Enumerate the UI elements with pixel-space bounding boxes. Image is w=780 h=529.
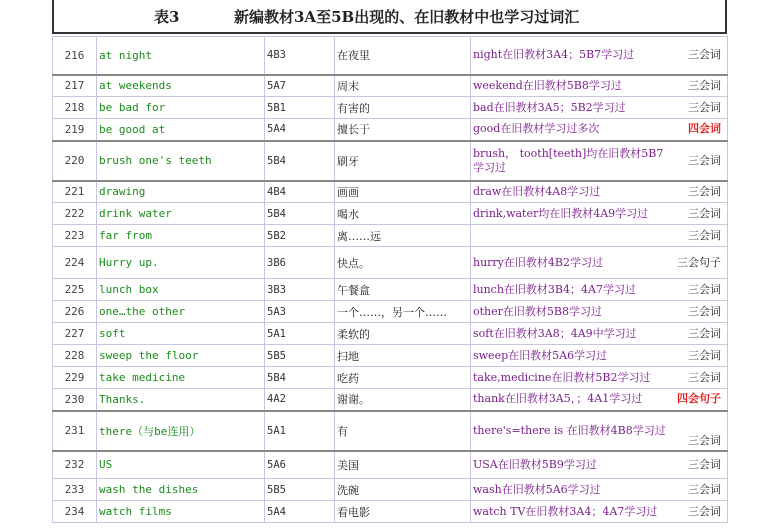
english-phrase: watch films — [97, 501, 265, 523]
requirement-level: 三会词 — [688, 433, 721, 447]
unit-code: 5B4 — [265, 203, 335, 225]
note-text: good在旧教材学习过多次 — [473, 122, 600, 136]
old-textbook-note — [471, 225, 728, 247]
chinese-meaning: 有 — [335, 411, 471, 451]
english-phrase: at weekends — [97, 75, 265, 97]
unit-code: 5A1 — [265, 411, 335, 451]
old-textbook-note — [471, 479, 728, 501]
vocabulary-table — [52, 36, 728, 523]
unit-code: 5B4 — [265, 141, 335, 181]
old-textbook-note — [471, 119, 728, 141]
old-textbook-note — [471, 141, 728, 181]
note-text: thank在旧教材3A5，；4A1学习过 — [473, 392, 643, 406]
table-row — [53, 301, 728, 323]
note-text: draw在旧教材4A8学习过 — [473, 184, 601, 198]
table-row — [53, 323, 728, 345]
unit-code: 5B1 — [265, 97, 335, 119]
requirement-level: 四会词 — [688, 122, 721, 136]
old-textbook-note — [471, 411, 728, 451]
english-phrase: US — [97, 451, 265, 479]
chinese-meaning: 在夜里 — [335, 37, 471, 75]
requirement-level: 三会词 — [688, 228, 721, 242]
requirement-level: 三会句子 — [677, 255, 721, 269]
unit-code: 5A6 — [265, 451, 335, 479]
table-row — [53, 279, 728, 301]
table-row — [53, 367, 728, 389]
table-row — [53, 75, 728, 97]
row-number: 221 — [53, 181, 97, 203]
row-number: 220 — [53, 141, 97, 181]
row-number: 222 — [53, 203, 97, 225]
english-phrase: there（与be连用） — [97, 411, 265, 451]
chinese-meaning: 柔软的 — [335, 323, 471, 345]
english-phrase: at night — [97, 37, 265, 75]
english-phrase: Hurry up. — [97, 247, 265, 279]
old-textbook-note — [471, 323, 728, 345]
chinese-meaning: 画画 — [335, 181, 471, 203]
row-number: 227 — [53, 323, 97, 345]
table-row — [53, 203, 728, 225]
requirement-level: 三会词 — [688, 457, 721, 471]
chinese-meaning: 喝水 — [335, 203, 471, 225]
chinese-meaning: 美国 — [335, 451, 471, 479]
unit-code: 5A3 — [265, 301, 335, 323]
chinese-meaning: 吃药 — [335, 367, 471, 389]
table-label: 表3 — [154, 8, 180, 26]
requirement-level: 三会词 — [688, 504, 721, 518]
table-row — [53, 37, 728, 75]
note-text: take,medicine在旧教材5B2学习过 — [473, 370, 651, 384]
chinese-meaning: 有害的 — [335, 97, 471, 119]
row-number: 216 — [53, 37, 97, 75]
row-number: 218 — [53, 97, 97, 119]
english-phrase: drink water — [97, 203, 265, 225]
row-number: 225 — [53, 279, 97, 301]
english-phrase: brush one's teeth — [97, 141, 265, 181]
unit-code: 5A7 — [265, 75, 335, 97]
old-textbook-note — [471, 181, 728, 203]
old-textbook-note — [471, 501, 728, 523]
old-textbook-note — [471, 37, 728, 75]
unit-code: 4A2 — [265, 389, 335, 411]
note-text: other在旧教材5B8学习过 — [473, 304, 602, 318]
row-number: 224 — [53, 247, 97, 279]
english-phrase: Thanks. — [97, 389, 265, 411]
row-number: 226 — [53, 301, 97, 323]
unit-code: 5B5 — [265, 479, 335, 501]
unit-code: 4B3 — [265, 37, 335, 75]
english-phrase: take medicine — [97, 367, 265, 389]
table-row — [53, 389, 728, 411]
chinese-meaning: 午餐盒 — [335, 279, 471, 301]
requirement-level: 三会词 — [688, 153, 721, 167]
row-number: 234 — [53, 501, 97, 523]
old-textbook-note — [471, 345, 728, 367]
requirement-level: 三会词 — [688, 370, 721, 384]
unit-code: 5A4 — [265, 501, 335, 523]
note-text: weekend在旧教材5B8学习过 — [473, 78, 622, 92]
old-textbook-note — [471, 279, 728, 301]
unit-code: 5A4 — [265, 119, 335, 141]
chinese-meaning: 周末 — [335, 75, 471, 97]
requirement-level: 三会词 — [688, 326, 721, 340]
old-textbook-note — [471, 75, 728, 97]
requirement-level: 三会词 — [688, 100, 721, 114]
unit-code: 5A1 — [265, 323, 335, 345]
table-title-bar — [52, 0, 727, 34]
table-row — [53, 181, 728, 203]
note-text: sweep在旧教材5A6学习过 — [473, 348, 608, 362]
requirement-level: 三会词 — [688, 48, 721, 62]
english-phrase: sweep the floor — [97, 345, 265, 367]
table-row — [53, 479, 728, 501]
english-phrase: drawing — [97, 181, 265, 203]
note-text: bad在旧教材3A5；5B2学习过 — [473, 100, 626, 114]
english-phrase: soft — [97, 323, 265, 345]
note-text: watch TV在旧教材3A4；4A7学习过 — [473, 504, 658, 518]
unit-code: 3B6 — [265, 247, 335, 279]
chinese-meaning: 快点。 — [335, 247, 471, 279]
english-phrase: be bad for — [97, 97, 265, 119]
table-title: 新编教材3A至5B出现的、在旧教材中也学习过词汇 — [234, 8, 580, 26]
requirement-level: 三会词 — [688, 78, 721, 92]
english-phrase: be good at — [97, 119, 265, 141]
chinese-meaning: 离……远 — [335, 225, 471, 247]
table-row — [53, 141, 728, 181]
table-row — [53, 411, 728, 451]
row-number: 219 — [53, 119, 97, 141]
requirement-level: 三会词 — [688, 482, 721, 496]
note-text: there's=there is 在旧教材4B8学习过 — [473, 423, 666, 437]
chinese-meaning: 一个……，另一个…… — [335, 301, 471, 323]
old-textbook-note — [471, 389, 728, 411]
note-text: night在旧教材3A4；5B7学习过 — [473, 48, 635, 62]
unit-code: 5B5 — [265, 345, 335, 367]
old-textbook-note — [471, 247, 728, 279]
requirement-level: 四会句子 — [677, 392, 721, 406]
old-textbook-note — [471, 451, 728, 479]
english-phrase: one…the other — [97, 301, 265, 323]
note-text: USA在旧教材5B9学习过 — [473, 457, 597, 471]
chinese-meaning: 看电影 — [335, 501, 471, 523]
note-text: brush， tooth[teeth]均在旧教材5B7学习过 — [473, 146, 664, 174]
note-text: soft在旧教材3A8；4A9中学习过 — [473, 326, 637, 340]
table-row — [53, 247, 728, 279]
row-number: 230 — [53, 389, 97, 411]
chinese-meaning: 洗碗 — [335, 479, 471, 501]
row-number: 223 — [53, 225, 97, 247]
unit-code: 5B2 — [265, 225, 335, 247]
requirement-level: 三会词 — [688, 304, 721, 318]
requirement-level: 三会词 — [688, 282, 721, 296]
requirement-level: 三会词 — [688, 206, 721, 220]
row-number: 229 — [53, 367, 97, 389]
row-number: 231 — [53, 411, 97, 451]
note-text: wash在旧教材5A6学习过 — [473, 482, 601, 496]
table-row — [53, 451, 728, 479]
note-text: hurry在旧教材4B2学习过 — [473, 255, 603, 269]
old-textbook-note — [471, 203, 728, 225]
chinese-meaning: 谢谢。 — [335, 389, 471, 411]
table-row — [53, 501, 728, 523]
unit-code: 3B3 — [265, 279, 335, 301]
chinese-meaning: 扫地 — [335, 345, 471, 367]
english-phrase: wash the dishes — [97, 479, 265, 501]
requirement-level: 三会词 — [688, 348, 721, 362]
table-row — [53, 225, 728, 247]
note-text: lunch在旧教材3B4；4A7学习过 — [473, 282, 636, 296]
chinese-meaning: 擅长于 — [335, 119, 471, 141]
row-number: 232 — [53, 451, 97, 479]
row-number: 217 — [53, 75, 97, 97]
table-row — [53, 345, 728, 367]
unit-code: 5B4 — [265, 367, 335, 389]
table-row — [53, 97, 728, 119]
old-textbook-note — [471, 301, 728, 323]
note-text: drink,water均在旧教材4A9学习过 — [473, 206, 649, 220]
old-textbook-note — [471, 97, 728, 119]
row-number: 228 — [53, 345, 97, 367]
table-row — [53, 119, 728, 141]
old-textbook-note — [471, 367, 728, 389]
english-phrase: far from — [97, 225, 265, 247]
requirement-level: 三会词 — [688, 184, 721, 198]
chinese-meaning: 刷牙 — [335, 141, 471, 181]
vocabulary-table-body — [53, 37, 728, 523]
unit-code: 4B4 — [265, 181, 335, 203]
row-number: 233 — [53, 479, 97, 501]
english-phrase: lunch box — [97, 279, 265, 301]
